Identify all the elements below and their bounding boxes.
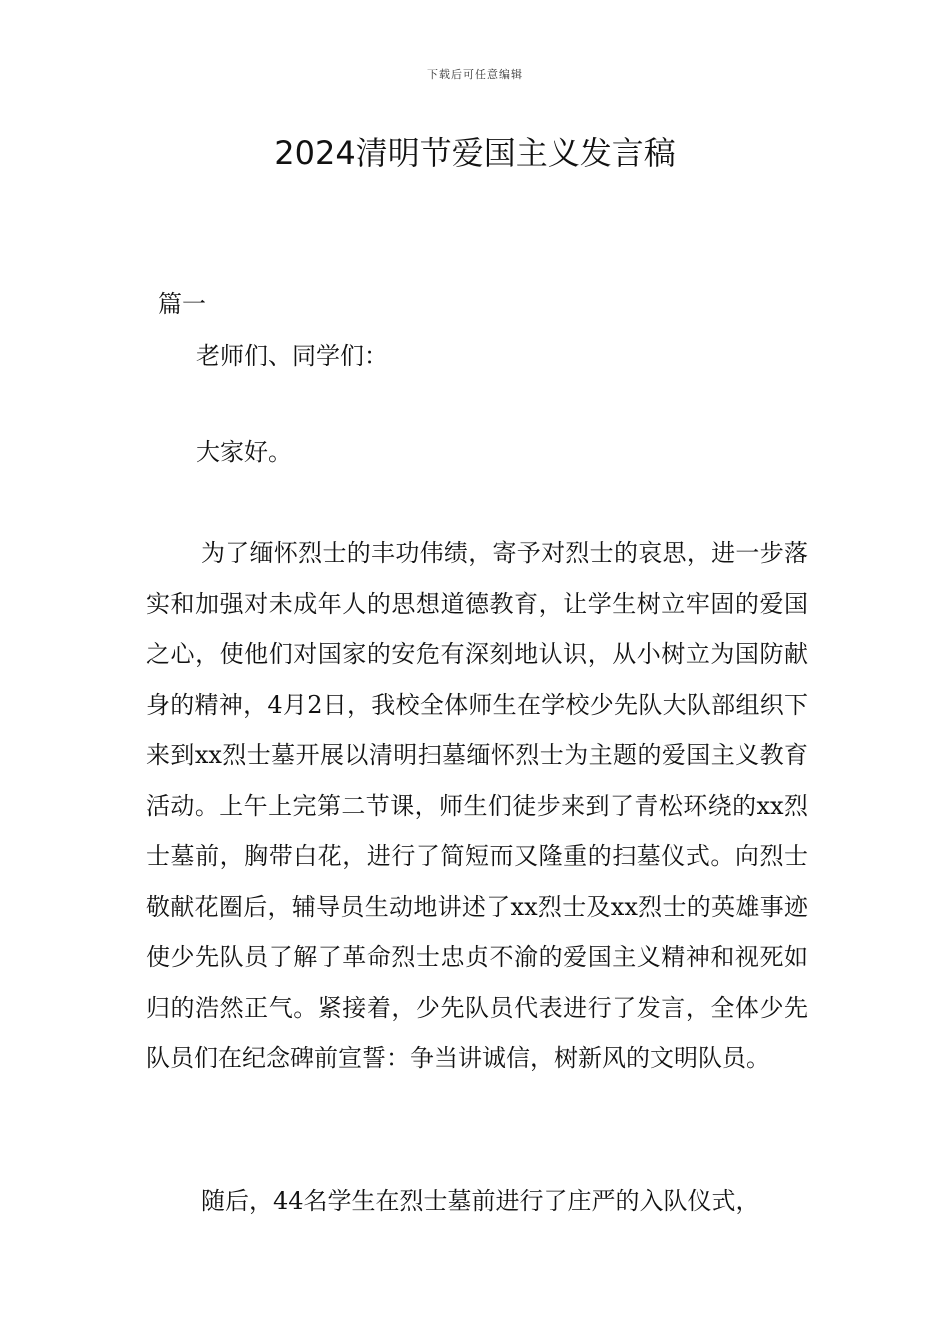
header-note: 下载后可任意编辑 [427,68,523,81]
body-paragraph: 为了缅怀烈士的丰功伟绩，寄予对烈士的哀思，进一步落实和加强对未成年人的思想道德教育，让学生树立牢固的爱国之心，使他们对国家的安危有深刻地认识，从小树立为国防献身的精神，4月2日，我校全体师生在学校少先队大队部组织下来到xx烈士墓开展以清明扫墓缅怀烈士为主题的爱国主义教育活动。上午上完第二节课，师生们徒步来到了青松环绕的xx烈士墓前，胸带白花，进行了简短而又隆重的扫墓仪式。向烈士敬献花圈后，辅导员生动地讲述了xx烈士及xx烈士的英雄事迹使少先队员了解了革命烈士忠贞不渝的爱国主义精神和视死如归的浩然正气。紧接着，少先队员代表进行了发言，全体少先队员们在纪念碑前宣誓：争当讲诚信，树新风的文明队员。 [146,539,808,1072]
section-label: 篇一 [158,290,206,318]
greeting: 大家好。 [196,438,292,466]
document-title: 2024清明节爱国主义发言稿 [274,134,676,172]
body-paragraph: 随后，44名学生在烈士墓前进行了庄严的入队仪式， [201,1187,760,1215]
salutation: 老师们、同学们： [196,342,388,370]
